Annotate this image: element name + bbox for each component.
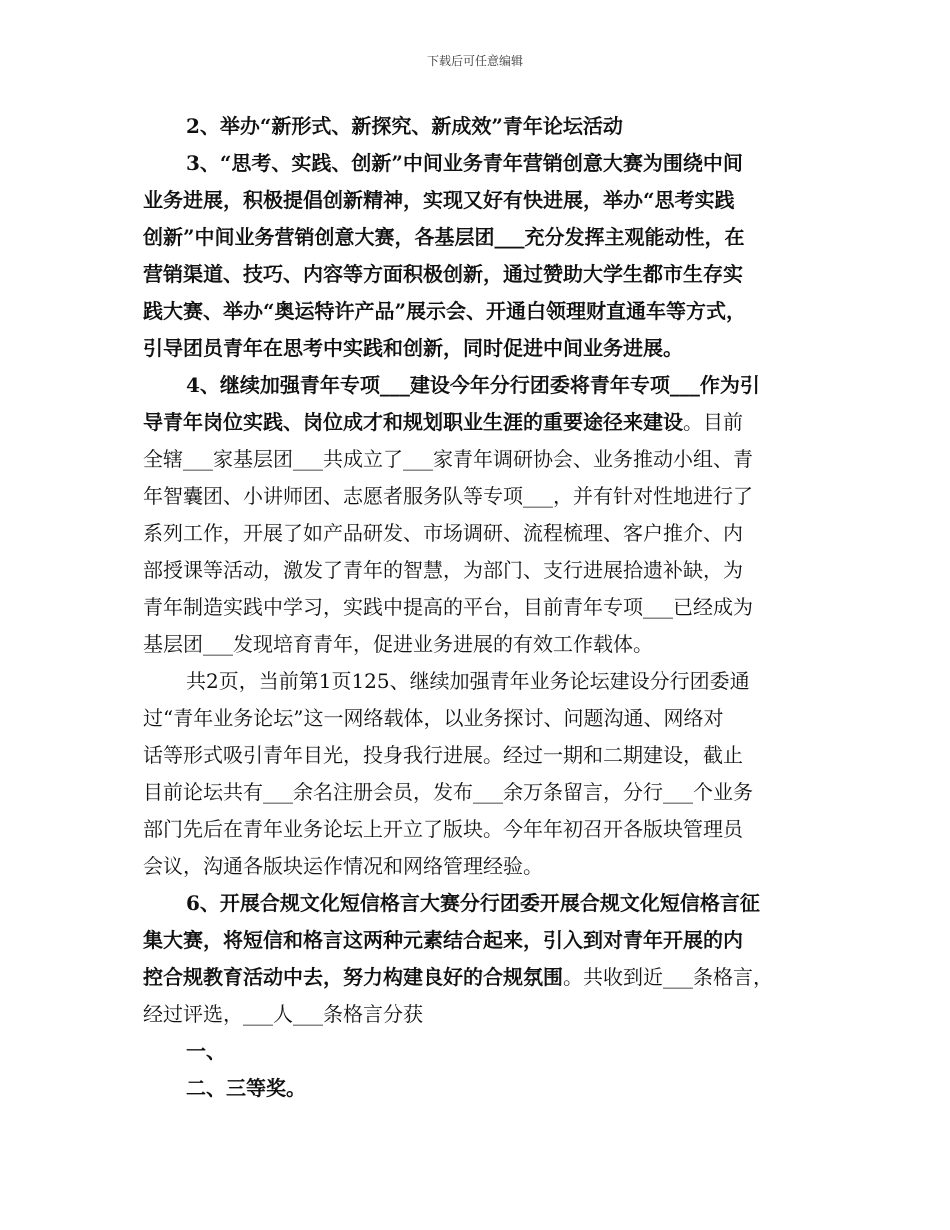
bold-segment: 控合规教育活动中去，努力构建良好的合规氛围	[143, 965, 563, 989]
bold-segment: 导青年岗位实践、岗位成才和规划职业生涯的重要途径来建设	[143, 410, 683, 434]
text-line: 部门先后在青年业务论坛上开立了版块。今年年初召开各版块管理员	[143, 817, 743, 841]
text-line: 目前论坛共有___余名注册会员，发布___余万条留言，分行___个业务	[143, 780, 753, 804]
text-line: 一、	[186, 1039, 226, 1063]
text-line: 3、“思考、实践、创新”中间业务青年营销创意大赛为围绕中间	[186, 151, 743, 175]
text-line: 经过评选，___人___条格言分获	[143, 1002, 423, 1026]
text-line	[143, 959, 823, 996]
text-line: 部授课等活动，激发了青年的智慧，为部门、支行进展拾遗补缺，为	[143, 558, 743, 582]
text-line: 践大赛、举办“奥运特许产品”展示会、开通白领理财直通车等方式，	[143, 299, 747, 323]
normal-segment: 。共收到近___条格言，	[563, 965, 773, 989]
text-line: 全辖___家基层团___共成立了___家青年调研协会、业务推动小组、青	[143, 447, 753, 471]
text-line: 集大赛，将短信和格言这两种元素结合起来，引入到对青年开展的内	[143, 928, 743, 952]
text-line	[143, 404, 823, 441]
text-line: 青年制造实践中学习，实践中提高的平台，目前青年专项___已经成为	[143, 595, 753, 619]
text-line: 共2页，当前第1页125、继续加强青年业务论坛建设分行团委通	[186, 669, 750, 693]
text-line: 2、举办“新形式、新探究、新成效”青年论坛活动	[186, 114, 623, 138]
text-line: 基层团___发现培育青年，促进业务进展的有效工作载体。	[143, 632, 653, 656]
text-line: 营销渠道、技巧、内容等方面积极创新，通过赞助大学生都市生存实	[143, 262, 743, 286]
text-line: 会议，沟通各版块运作情况和网络管理经验。	[143, 854, 543, 878]
text-line: 话等形式吸引青年目光，投身我行进展。经过一期和二期建设，截止	[143, 743, 743, 767]
header-note: 下载后可任意编辑	[426, 54, 523, 68]
text-line: 创新”中间业务营销创意大赛，各基层团___充分发挥主观能动性，在	[143, 225, 745, 249]
text-line: 二、三等奖。	[186, 1076, 306, 1100]
text-line: 6、开展合规文化短信格言大赛分行团委开展合规文化短信格言征	[186, 891, 760, 915]
normal-segment: 。目前	[683, 410, 743, 434]
text-line: 系列工作，开展了如产品研发、市场调研、流程梳理、客户推介、内	[143, 521, 743, 545]
text-line: 引导团员青年在思考中实践和创新，同时促进中间业务进展。	[143, 336, 683, 360]
body-text	[143, 108, 823, 1107]
text-line: 4、继续加强青年专项___建设今年分行团委将青年专项___作为引	[186, 373, 760, 397]
text-line: 年智囊团、小讲师团、志愿者服务队等专项___，并有针对性地进行了	[143, 484, 753, 508]
text-line: 过“青年业务论坛”这一网络载体，以业务探讨、问题沟通、网络对	[143, 706, 724, 730]
text-line: 业务进展，积极提倡创新精神，实现又好有快进展，举办“思考实践	[143, 188, 735, 212]
